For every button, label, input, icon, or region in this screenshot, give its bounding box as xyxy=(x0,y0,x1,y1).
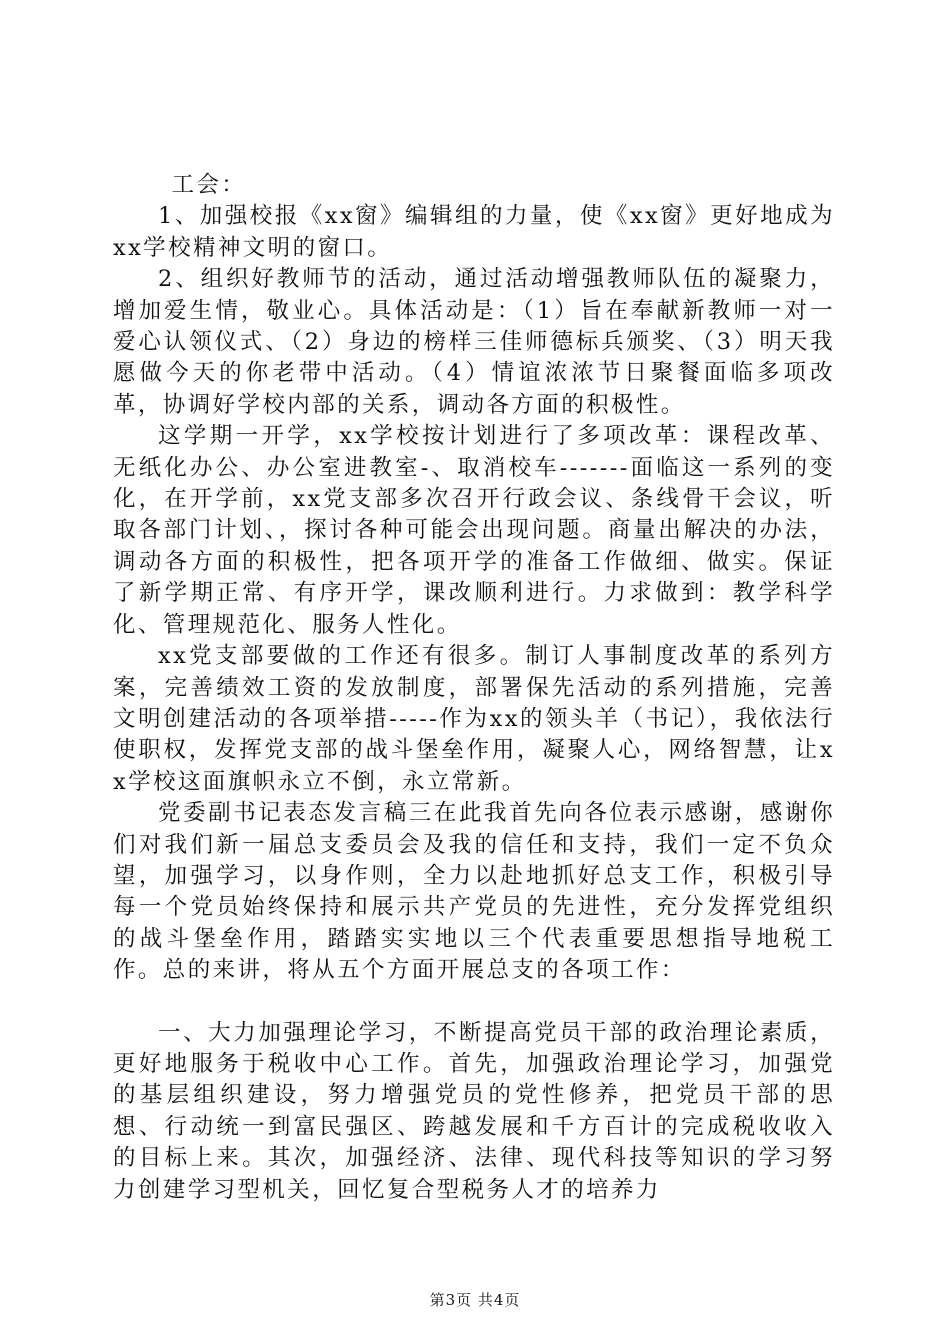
paragraph-theory-study: 一、大力加强理论学习，不断提高党员干部的政治理论素质，更好地服务于税收中心工作。首先，加强政治理论学习，加强党的基层组织建设，努力增强党员的党性修养，把党员干部的思想、行动统一到富民强区、跨越发展和千方百计的完成税收收入的目标上来。其次，加强经济、法律、现代科技等知识的学习努力创建学习型机关，回忆复合型税务人才的培养力 xyxy=(113,1019,835,1203)
paragraph-item-1: 1、加强校报《xx窗》编辑组的力量，使《xx窗》更好地成为xx学校精神文明的窗口。 xyxy=(113,203,835,261)
page-number-footer: 第3页 共4页 xyxy=(429,1291,521,1309)
document-body xyxy=(113,170,835,1206)
paragraph-spacer xyxy=(113,987,835,1018)
paragraph-union-heading: 工会： xyxy=(171,172,247,198)
paragraph-speech-three: 党委副书记表态发言稿三在此我首先向各位表示感谢，感谢你们对我们新一届总支委员会及我的信任和支持，我们一定不负众望，加强学习，以身作则，全力以赴地抓好总支工作，积极引导每一个党员始终保持和展示共产党员的先进性，充分发挥党组织的战斗堡垒作用，踏踏实实地以三个代表重要思想指导地税工作。总的来讲，将从五个方面开展总支的各项工作： xyxy=(113,800,835,984)
paragraph-item-2: 2、组织好教师节的活动，通过活动增强教师队伍的凝聚力，增加爱生情，敬业心。具体活动是：（1）旨在奉献新教师一对一爱心认领仪式、（2）身边的榜样三佳师德标兵颁奖、（3）明天我愿做今天的你老带中活动。（4）情谊浓浓节日聚餐面临多项改革，协调好学校内部的关系，调动各方面的积极性。 xyxy=(113,266,835,418)
paragraph-party-branch-work: xx党支部要做的工作还有很多。制订人事制度改革的系列方案，完善绩效工资的发放制度，部署保先活动的系列措施，完善文明创建活动的各项举措-----作为xx的领头羊（书记），我依法行使职权，发挥党支部的战斗堡垒作用，凝聚人心，网络智慧，让xx学校这面旗帜永立不倒，永立常新。 xyxy=(113,643,835,795)
paragraph-reform: 这学期一开学，xx学校按计划进行了多项改革：课程改革、无纸化办公、办公室进教室-、取消校车-------面临这一系列的变化，在开学前，xx党支部多次召开行政会议、条线骨干会议，听取各部门计划、，探讨各种可能会出现问题。商量出解决的办法，调动各方面的积极性，把各项开学的准备工作做细、做实。保证了新学期正常、有序开学，课改顺利进行。力求做到：教学科学化、管理规范化、服务人性化。 xyxy=(113,423,835,638)
